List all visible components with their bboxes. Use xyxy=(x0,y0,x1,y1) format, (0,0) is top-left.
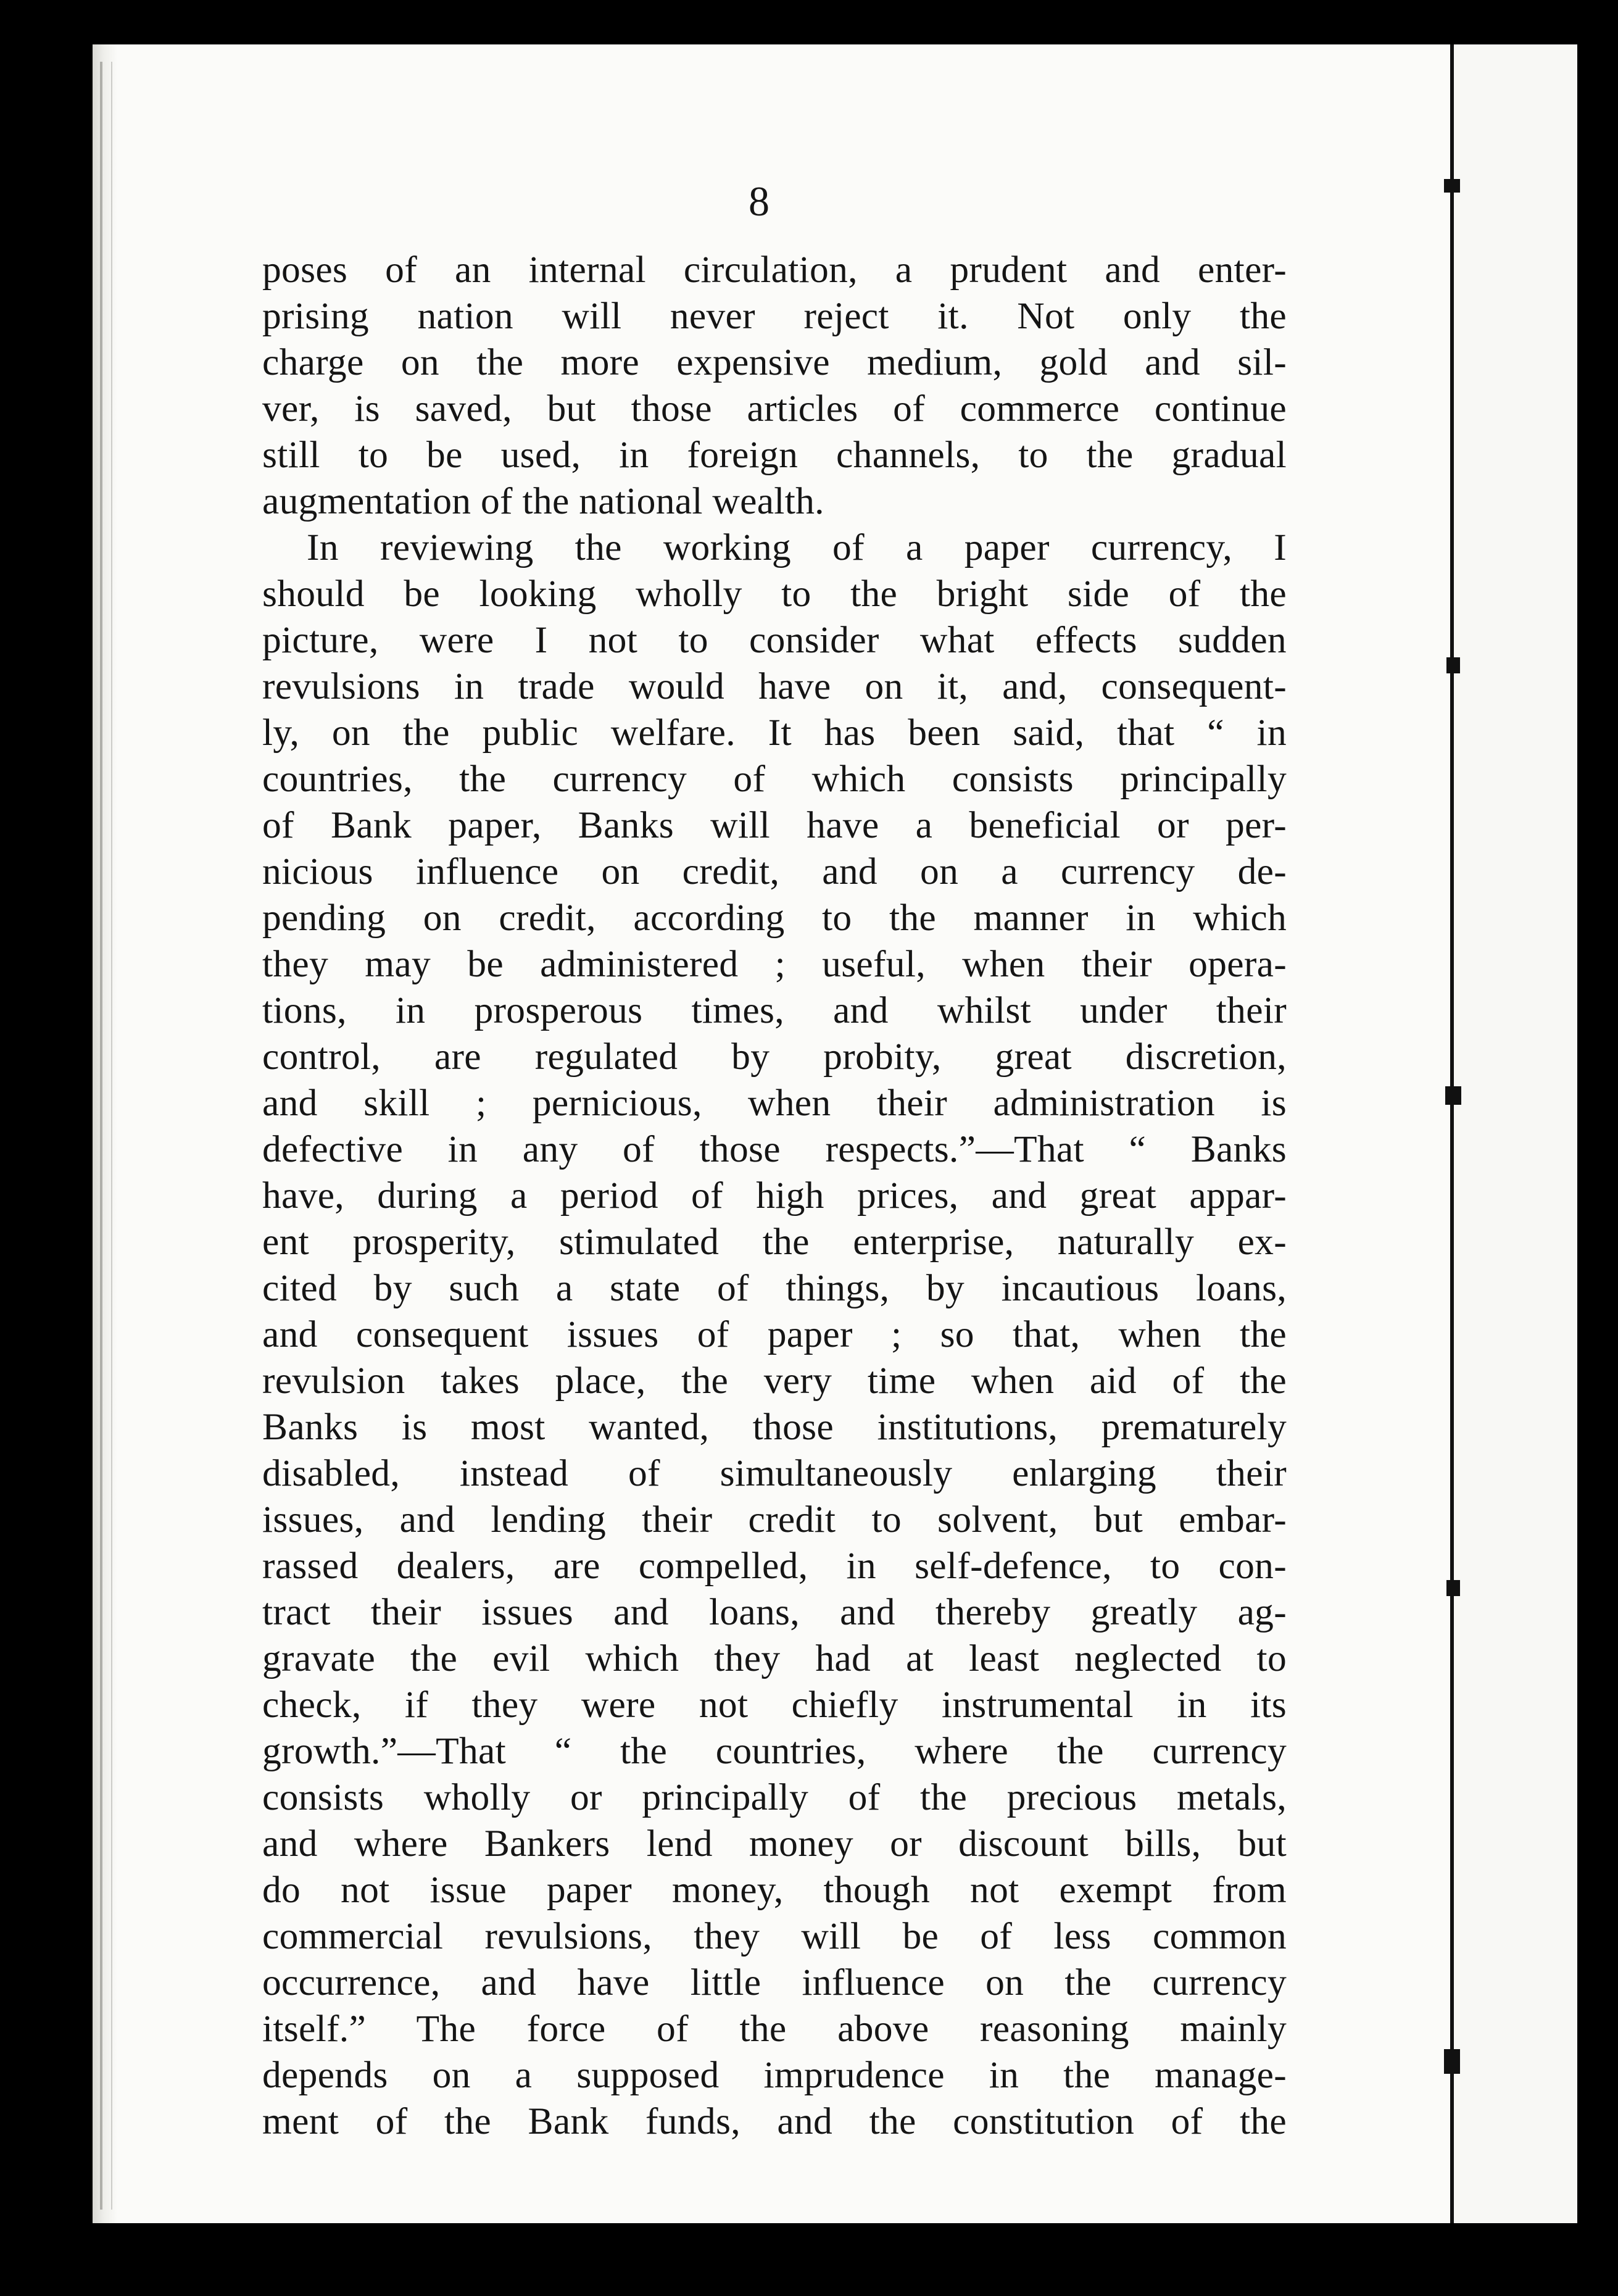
text-line: charge on the more expensive medium, gold and sil- xyxy=(262,341,1287,383)
text-line: check, if they were not chiefly instrumental in its xyxy=(262,1684,1287,1726)
text-line: tions, in prosperous times, and whilst under their xyxy=(262,989,1287,1031)
text-line: of Bank paper, Banks will have a beneficial or per- xyxy=(262,804,1287,846)
text-line: nicious influence on credit, and on a currency de- xyxy=(262,851,1287,892)
text-line: control, are regulated by probity, great discretion, xyxy=(262,1036,1287,1078)
body-text xyxy=(262,247,1287,2145)
text-line: do not issue paper money, though not exempt from xyxy=(262,1869,1287,1911)
text-line: itself.” The force of the above reasoning mainly xyxy=(262,2008,1287,2050)
text-line: growth.”—That “ the countries, where the currency xyxy=(262,1730,1287,1772)
text-line: ent prosperity, stimulated the enterprise, naturally ex- xyxy=(262,1221,1287,1263)
edge-notch xyxy=(1445,1086,1461,1105)
text-line: ment of the Bank funds, and the constitution of the xyxy=(262,2100,1287,2142)
text-line: consists wholly or principally of the precious metals, xyxy=(262,1776,1287,1818)
text-line: should be looking wholly to the bright side of the xyxy=(262,573,1287,615)
text-line: gravate the evil which they had at least neglected to xyxy=(262,1637,1287,1679)
edge-notch xyxy=(1444,179,1460,193)
text-line: Banks is most wanted, those institutions, prematurely xyxy=(262,1406,1287,1448)
text-line: commercial revulsions, they will be of less common xyxy=(262,1915,1287,1957)
text-line: and where Bankers lend money or discount bills, but xyxy=(262,1823,1287,1865)
text-line: and skill ; pernicious, when their administration is xyxy=(262,1082,1287,1124)
edge-notch xyxy=(1444,2049,1460,2074)
text-line: they may be administered ; useful, when their opera- xyxy=(262,943,1287,985)
text-line: ver, is saved, but those articles of commerce continue xyxy=(262,388,1287,430)
text-line: still to be used, in foreign channels, to the gradual xyxy=(262,434,1287,476)
text-line: and consequent issues of paper ; so that, when the xyxy=(262,1313,1287,1355)
text-line: poses of an internal circulation, a prudent and enter- xyxy=(262,249,1287,291)
binding-line xyxy=(100,62,102,2210)
facing-page-edge xyxy=(1454,44,1577,2223)
scan-bottom-border xyxy=(0,2223,1618,2296)
text-line: picture, were I not to consider what effects sudden xyxy=(262,619,1287,661)
binding-line-inner xyxy=(111,62,112,2210)
edge-notch xyxy=(1446,1580,1460,1596)
edge-notch xyxy=(1446,657,1460,673)
text-line: have, during a period of high prices, and great appar- xyxy=(262,1175,1287,1217)
text-line: countries, the currency of which consists principally xyxy=(262,758,1287,800)
page-gutter-shadow xyxy=(93,44,117,2223)
text-line: augmentation of the national wealth. xyxy=(262,480,824,522)
text-line: issues, and lending their credit to solvent, but embar- xyxy=(262,1499,1287,1541)
text-line: revulsions in trade would have on it, and, consequent- xyxy=(262,665,1287,707)
text-line: tract their issues and loans, and thereby greatly ag- xyxy=(262,1591,1287,1633)
text-line: prising nation will never reject it. Not only the xyxy=(262,295,1287,337)
text-line: rassed dealers, are compelled, in self-defence, to con- xyxy=(262,1545,1287,1587)
text-line: In reviewing the working of a paper currency, I xyxy=(307,526,1287,568)
text-line: disabled, instead of simultaneously enlarging their xyxy=(262,1452,1287,1494)
text-line: defective in any of those respects.”—That “ Banks xyxy=(262,1128,1287,1170)
text-line: pending on credit, according to the manner in which xyxy=(262,897,1287,939)
page-number: 8 xyxy=(749,178,770,225)
text-line: cited by such a state of things, by incautious loans, xyxy=(262,1267,1287,1309)
text-line: occurrence, and have little influence on the currency xyxy=(262,1961,1287,2003)
text-line: revulsion takes place, the very time when aid of the xyxy=(262,1360,1287,1402)
text-line: depends on a supposed imprudence in the manage- xyxy=(262,2054,1287,2096)
text-line: ly, on the public welfare. It has been said, that “ in xyxy=(262,712,1287,754)
